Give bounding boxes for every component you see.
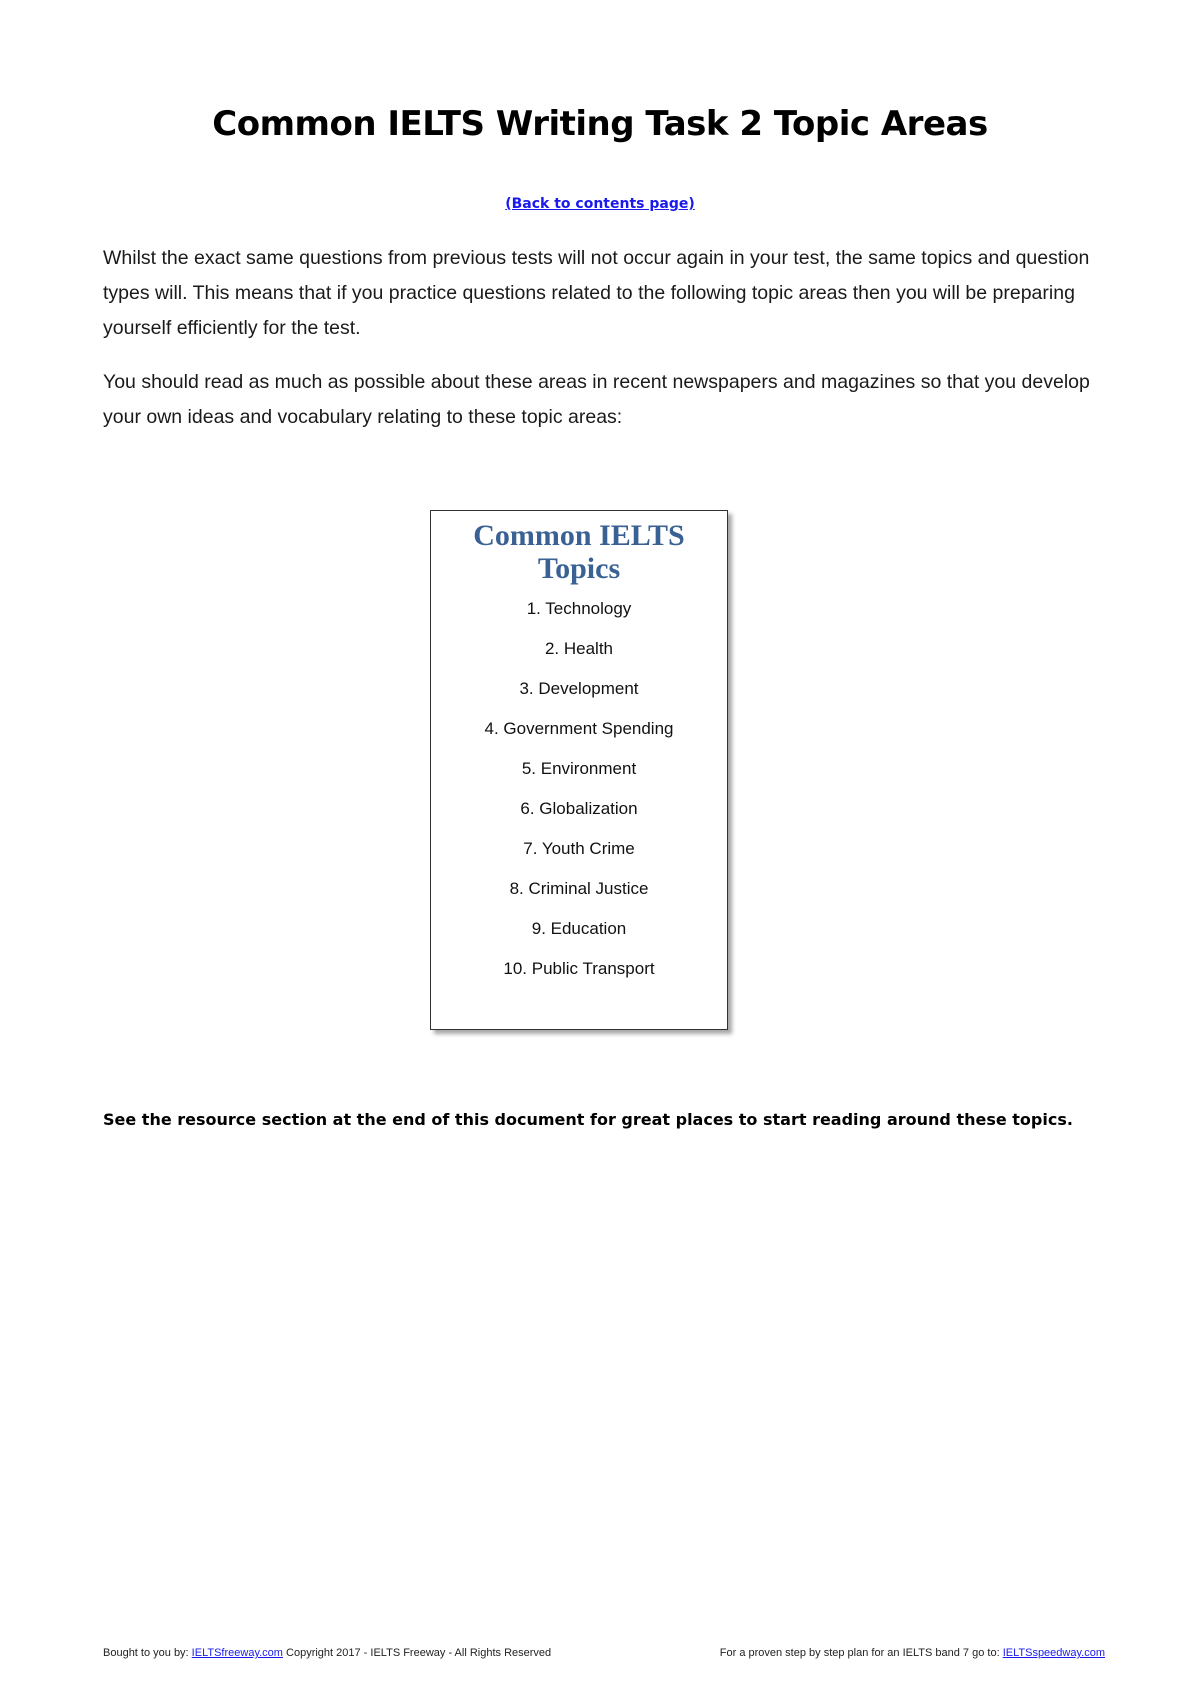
footer-right-prefix: For a proven step by step plan for an IELTS band 7 go to: (719, 1647, 1003, 1659)
topics-box (430, 510, 728, 1030)
topic-item: 10. Public Transport (503, 959, 655, 978)
topics-box-title: Common IELTS Topics (473, 519, 685, 585)
resource-note: See the resource section at the end of this document for great places to start reading around these topics. (103, 1110, 1073, 1129)
topic-item: 6. Globalization (520, 799, 638, 818)
intro-paragraph-1: Whilst the exact same questions from previous tests will not occur again in your test, the same topics and question types will. This means that if you practice questions related to the following topic areas then you will be preparing yourself efficiently for the test. (103, 247, 1090, 339)
topic-item: 8. Criminal Justice (509, 879, 649, 898)
back-to-contents-link[interactable]: (Back to contents page) (505, 196, 695, 212)
footer-left-prefix: Bought to you by: (103, 1647, 192, 1659)
topics-list (431, 599, 727, 999)
footer-left (103, 1647, 551, 1659)
topic-item: 7. Youth Crime (523, 839, 635, 858)
topic-item: 2. Health (544, 639, 614, 658)
intro-paragraph-2: You should read as much as possible about these areas in recent newspapers and magazines so that you develop your own ideas and vocabulary relating to these topic areas: (103, 371, 1090, 428)
footer-copyright: Copyright 2017 - IELTS Freeway - All Rights Reserved (282, 1647, 552, 1659)
topic-item: 1. Technology (526, 599, 632, 618)
footer-right (720, 1647, 1105, 1659)
topic-item: 4. Government Spending (484, 719, 674, 738)
topic-item: 3. Development (519, 679, 639, 698)
ieltsfreeway-link[interactable]: IELTSfreeway.com (191, 1647, 283, 1659)
topic-item: 9. Education (531, 919, 627, 938)
page-title: Common IELTS Writing Task 2 Topic Areas (212, 104, 988, 144)
topic-item: 5. Environment (521, 759, 637, 778)
ieltsspeedway-link[interactable]: IELTSspeedway.com (1002, 1647, 1105, 1659)
